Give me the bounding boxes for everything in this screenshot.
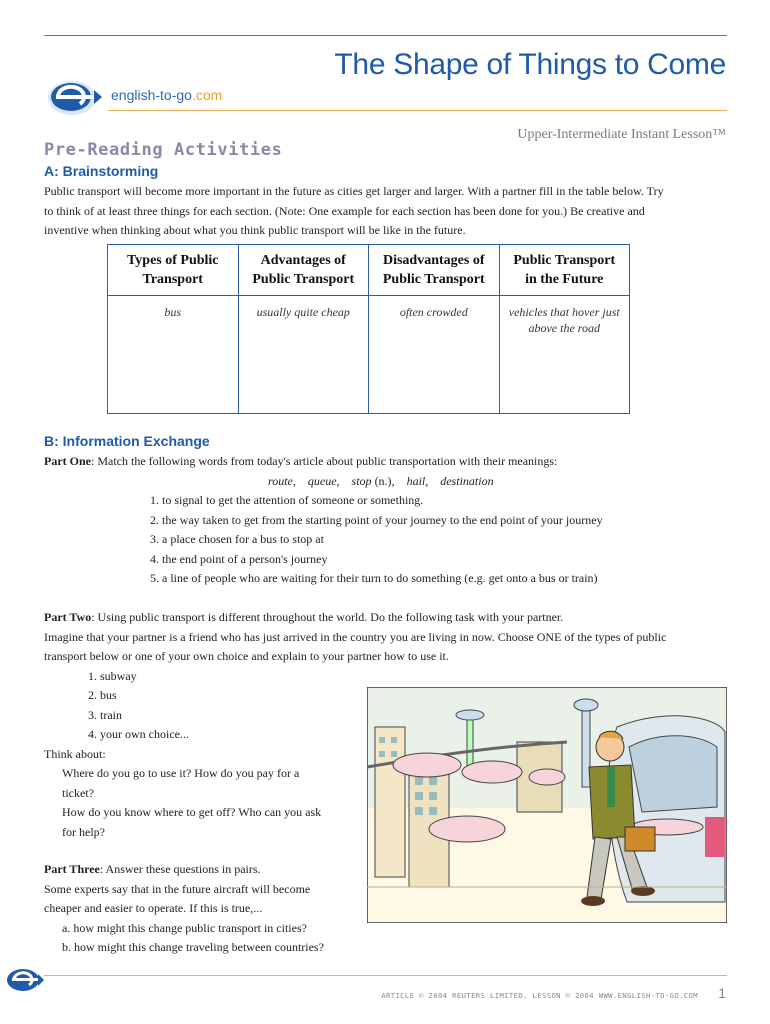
part-two-label: Part Two xyxy=(44,610,92,624)
lesson-title: The Shape of Things to Come xyxy=(334,48,726,81)
header-rule xyxy=(108,110,727,111)
part-three-line: Some experts say that in the future aircraft will become xyxy=(44,881,311,896)
part-three-text: : Answer these questions in pairs. xyxy=(99,862,261,876)
vocabulary-words: route, queue, stop (n.), hail, destination xyxy=(268,474,494,488)
section-title: Pre-Reading Activities xyxy=(44,140,283,160)
table-header-row xyxy=(108,245,630,296)
question-line: How do you know where to get off? Who can you ask xyxy=(62,805,322,819)
think-about-label: Think about: xyxy=(44,746,106,761)
brand-main: english-to-go xyxy=(111,87,192,103)
table-row xyxy=(108,296,630,414)
part-one-label: Part One xyxy=(44,454,91,468)
section-a-instructions xyxy=(44,182,664,241)
page-number: 1 xyxy=(718,985,726,1001)
part-two-line: transport below or one of your own choice and explain to your partner how to use it. xyxy=(44,649,449,663)
list-item: 4. the end point of a person's journey xyxy=(150,551,328,566)
future-transport-illustration xyxy=(367,687,727,923)
footer-rule xyxy=(44,975,727,976)
instruction-line: Public transport will become more important in the future as cities get larger and larger. With a partner fill in the table below. Try xyxy=(44,184,664,198)
brand-domain: .com xyxy=(191,87,223,103)
cell-types[interactable]: bus xyxy=(108,296,239,414)
question-line: b. how might this change traveling between countries? xyxy=(62,940,324,954)
brand-name xyxy=(111,87,222,103)
list-item: 1. to signal to get the attention of someone or something. xyxy=(150,493,424,507)
part-one-text: : Match the following words from today's article about public transportation with their meanings: xyxy=(91,454,558,468)
definitions-list xyxy=(150,491,603,589)
part-one-intro xyxy=(44,452,557,472)
english-to-go-logo-icon xyxy=(4,965,44,995)
list-item: 3. train xyxy=(88,707,122,722)
question-line: ticket? xyxy=(62,785,94,800)
list-item: 2. the way taken to get from the starting point of your journey to the end point of your journey xyxy=(150,512,603,527)
part-three-line: cheaper and easier to operate. If this is true,... xyxy=(44,901,263,915)
question-line: a. how might this change public transport in cities? xyxy=(62,920,307,935)
header-future: Public Transport in the Future xyxy=(499,245,630,296)
list-item: 1. subway xyxy=(88,668,137,683)
cell-disadvantages[interactable]: often crowded xyxy=(369,296,500,414)
section-a-heading: A: Brainstorming xyxy=(44,163,159,179)
question-line: for help? xyxy=(62,824,105,839)
lesson-subtitle: Upper-Intermediate Instant Lesson™ xyxy=(517,127,726,142)
section-b-heading: B: Information Exchange xyxy=(44,433,210,449)
list-item: 3. a place chosen for a bus to stop at xyxy=(150,532,324,546)
list-item: 2. bus xyxy=(88,688,117,702)
part-three-label: Part Three xyxy=(44,862,100,876)
header-types: Types of Public Transport xyxy=(108,245,239,296)
top-rule xyxy=(44,35,727,36)
list-item: 5. a line of people who are waiting for their turn to do something (e.g. get onto a bus or train) xyxy=(150,571,598,585)
part-two-text: : Using public transport is different throughout the world. Do the following task with your partner. xyxy=(91,610,564,624)
question-line: Where do you go to use it? How do you pay for a xyxy=(62,766,300,780)
copyright-notice: ARTICLE © 2004 REUTERS LIMITED. LESSON © 2004 WWW.ENGLISH-TO-GO.COM xyxy=(381,991,698,1000)
cell-advantages[interactable]: usually quite cheap xyxy=(238,296,369,414)
cell-future[interactable]: vehicles that hover just above the road xyxy=(499,296,630,414)
header-advantages: Advantages of Public Transport xyxy=(238,245,369,296)
part-two-line: Imagine that your partner is a friend who has just arrived in the country you are living in now. Choose ONE of the types of public xyxy=(44,629,667,644)
header-disadvantages: Disadvantages of Public Transport xyxy=(369,245,500,296)
part-three xyxy=(44,860,324,958)
brainstorm-table xyxy=(107,244,630,414)
list-item: 4. your own choice... xyxy=(88,727,189,741)
instruction-line: inventive when thinking about what you think public transport will be like in the future. xyxy=(44,223,466,237)
english-to-go-logo-icon xyxy=(44,76,102,118)
instruction-line: to think of at least three things for each section. (Note: One example for each section has been done for you.) Be creative and xyxy=(44,203,645,218)
